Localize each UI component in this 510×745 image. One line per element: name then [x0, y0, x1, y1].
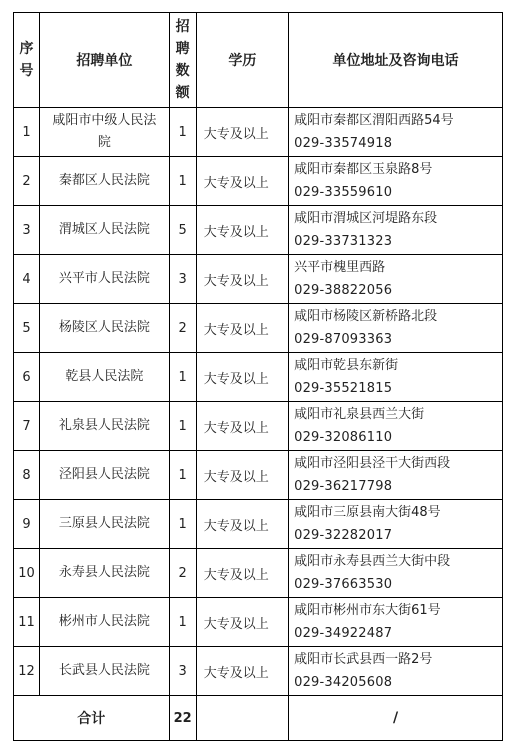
row-education: 大专及以上 — [196, 402, 288, 451]
row-address — [289, 402, 503, 451]
row-address — [289, 206, 503, 255]
header-address: 单位地址及咨询电话 — [289, 13, 503, 108]
row-education: 大专及以上 — [196, 598, 288, 647]
row-education: 大专及以上 — [196, 157, 288, 206]
total-row — [14, 696, 503, 741]
row-address-text: 咸阳市泾阳县泾干大街西段 — [294, 456, 451, 471]
row-unit-text: 永寿县人民法院 — [58, 565, 150, 580]
row-no: 4 — [14, 255, 40, 304]
row-count: 1 — [169, 402, 196, 451]
row-no: 5 — [14, 304, 40, 353]
row-unit-text: 礼泉县人民法院 — [58, 418, 150, 433]
row-unit — [40, 451, 170, 500]
table-row — [14, 304, 503, 353]
row-count: 1 — [169, 598, 196, 647]
row-phone: 029-87093363 — [294, 332, 393, 347]
row-address — [289, 157, 503, 206]
row-unit-text: 杨陵区人民法院 — [58, 320, 150, 335]
row-address-text: 咸阳市秦都区玉泉路8号 — [294, 162, 433, 177]
row-address-text: 咸阳市秦都区渭阳西路54号 — [294, 113, 454, 128]
row-count: 1 — [169, 157, 196, 206]
total-education — [196, 696, 288, 741]
table-row — [14, 353, 503, 402]
row-unit — [40, 255, 170, 304]
row-education: 大专及以上 — [196, 108, 288, 157]
recruitment-table — [13, 12, 503, 741]
table-header-row — [14, 13, 503, 108]
row-unit — [40, 402, 170, 451]
table-row — [14, 549, 503, 598]
table-row — [14, 255, 503, 304]
row-unit — [40, 353, 170, 402]
row-phone: 029-38822056 — [294, 283, 393, 298]
row-phone: 029-34205608 — [294, 675, 393, 690]
row-address — [289, 451, 503, 500]
row-no: 2 — [14, 157, 40, 206]
row-unit-text: 乾县人民法院 — [65, 369, 144, 384]
row-address — [289, 549, 503, 598]
row-address-text: 咸阳市礼泉县西兰大街 — [294, 407, 425, 422]
row-unit — [40, 500, 170, 549]
table-row — [14, 451, 503, 500]
row-address-text: 咸阳市彬州市东大街61号 — [294, 603, 441, 618]
row-unit — [40, 157, 170, 206]
row-unit-text: 三原县人民法院 — [58, 516, 150, 531]
row-no: 1 — [14, 108, 40, 157]
row-education: 大专及以上 — [196, 500, 288, 549]
row-education: 大专及以上 — [196, 451, 288, 500]
row-phone: 029-35521815 — [294, 381, 393, 396]
row-no: 10 — [14, 549, 40, 598]
row-no: 12 — [14, 647, 40, 696]
table-row — [14, 500, 503, 549]
row-count: 3 — [169, 647, 196, 696]
row-address — [289, 500, 503, 549]
table-row — [14, 157, 503, 206]
row-unit-text: 秦都区人民法院 — [58, 173, 150, 188]
row-phone: 029-33731323 — [294, 234, 393, 249]
row-phone: 029-32086110 — [294, 430, 393, 445]
row-education: 大专及以上 — [196, 206, 288, 255]
table-row — [14, 647, 503, 696]
row-unit-text: 长武县人民法院 — [58, 663, 150, 678]
row-count: 1 — [169, 500, 196, 549]
row-unit — [40, 304, 170, 353]
table-row — [14, 108, 503, 157]
row-count: 2 — [169, 304, 196, 353]
header-no: 序 号 — [14, 13, 40, 108]
total-address: / — [289, 696, 503, 741]
header-count: 招 聘 数 额 — [169, 13, 196, 108]
row-unit — [40, 549, 170, 598]
row-unit-text: 咸阳市中级人民法院 — [52, 113, 157, 150]
row-education: 大专及以上 — [196, 304, 288, 353]
row-address-text: 咸阳市乾县东新街 — [294, 358, 399, 373]
row-address — [289, 108, 503, 157]
row-count: 1 — [169, 451, 196, 500]
row-no: 9 — [14, 500, 40, 549]
row-address-text: 咸阳市渭城区河堤路东段 — [294, 211, 438, 226]
row-unit-text: 彬州市人民法院 — [58, 614, 150, 629]
row-unit-text: 兴平市人民法院 — [58, 271, 150, 286]
row-no: 8 — [14, 451, 40, 500]
row-education: 大专及以上 — [196, 255, 288, 304]
row-education: 大专及以上 — [196, 353, 288, 402]
row-no: 7 — [14, 402, 40, 451]
row-unit — [40, 647, 170, 696]
table-row — [14, 598, 503, 647]
row-phone: 029-33574918 — [294, 136, 393, 151]
row-no: 3 — [14, 206, 40, 255]
table-body — [14, 108, 503, 696]
row-unit-text: 渭城区人民法院 — [58, 222, 150, 237]
row-address-text: 咸阳市永寿县西兰大街中段 — [294, 554, 451, 569]
header-education: 学历 — [196, 13, 288, 108]
row-phone: 029-33559610 — [294, 185, 393, 200]
row-address — [289, 647, 503, 696]
row-count: 3 — [169, 255, 196, 304]
total-count: 22 — [169, 696, 196, 741]
row-unit — [40, 206, 170, 255]
row-count: 5 — [169, 206, 196, 255]
row-address — [289, 353, 503, 402]
row-no: 6 — [14, 353, 40, 402]
row-phone: 029-32282017 — [294, 528, 393, 543]
row-count: 1 — [169, 108, 196, 157]
row-address-text: 兴平市槐里西路 — [294, 260, 386, 275]
row-education: 大专及以上 — [196, 549, 288, 598]
row-address — [289, 304, 503, 353]
table-row — [14, 206, 503, 255]
row-unit — [40, 108, 170, 157]
row-phone: 029-36217798 — [294, 479, 393, 494]
row-address-text: 咸阳市杨陵区新桥路北段 — [294, 309, 438, 324]
total-label: 合计 — [14, 696, 170, 741]
row-phone: 029-34922487 — [294, 626, 393, 641]
row-address — [289, 598, 503, 647]
row-address-text: 咸阳市长武县西一路2号 — [294, 652, 433, 667]
table-row — [14, 402, 503, 451]
row-count: 1 — [169, 353, 196, 402]
row-phone: 029-37663530 — [294, 577, 393, 592]
row-count: 2 — [169, 549, 196, 598]
row-unit-text: 泾阳县人民法院 — [58, 467, 150, 482]
header-unit: 招聘单位 — [40, 13, 170, 108]
row-address — [289, 255, 503, 304]
row-unit — [40, 598, 170, 647]
row-education: 大专及以上 — [196, 647, 288, 696]
row-no: 11 — [14, 598, 40, 647]
row-address-text: 咸阳市三原县南大街48号 — [294, 505, 441, 520]
